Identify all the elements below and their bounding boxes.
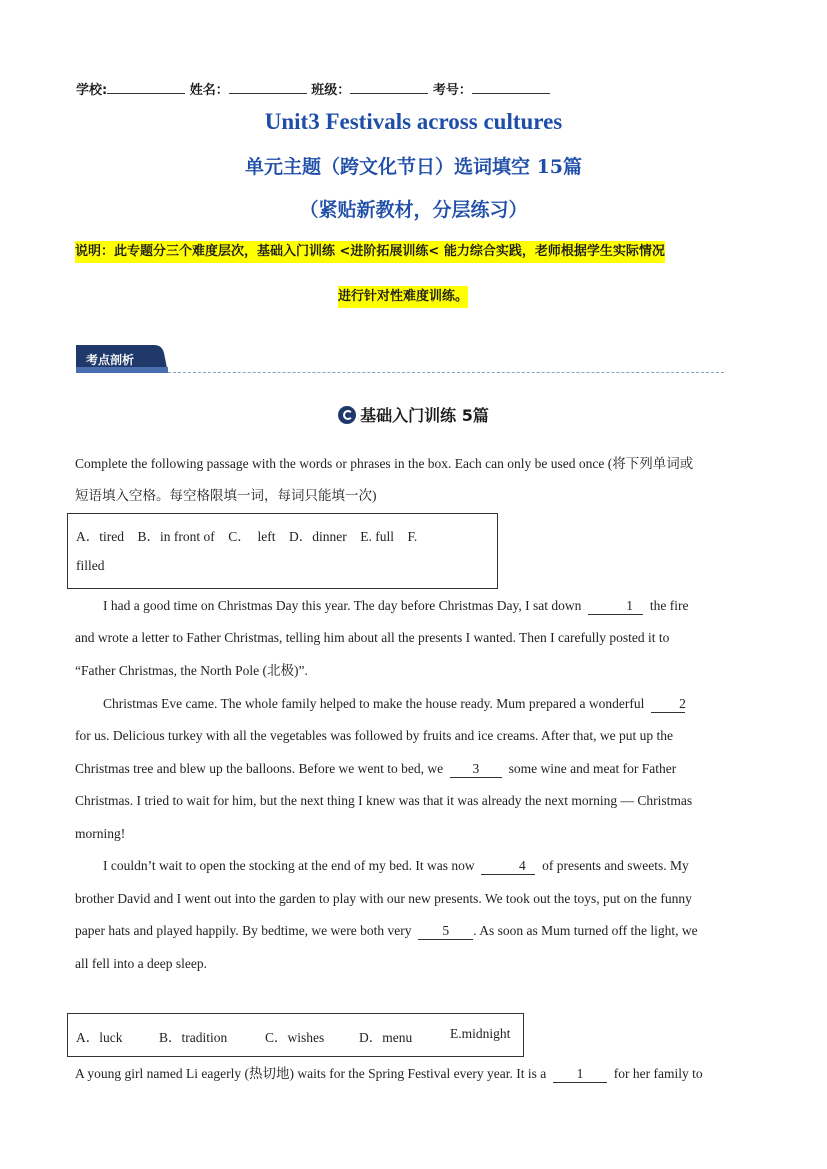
note-line-1: 说明：此专题分三个难度层次，基础入门训练 <进阶拓展训练< 能力综合实践，老师根据学生实际情况 [75,241,665,263]
page-subtitle: 单元主题（跨文化节日）选词填空 15篇 [244,156,583,178]
passage1-line-6 [75,753,751,786]
blank-5[interactable]: 5 [418,923,473,940]
section-badge-icon [338,406,356,424]
passage2-text: A young girl named Li eagerly (热切地) waits for the Spring Festival every year. It is a [75,1066,547,1081]
passage1-line-2: and wrote a letter to Father Christmas, telling him about all the presents I wanted. Then I carefully posted it to [75,630,670,645]
word-box-1-line-1: A．tired B．in front of C． left D．dinner E. full F. [76,529,418,544]
word-option-c: C．wishes [265,1030,325,1045]
note-line-2: 进行针对性难度训练。 [338,286,468,308]
class-field[interactable] [350,81,428,94]
passage1-line-3: “Father Christmas, the North Pole (北极)”. [75,663,308,678]
passage1-line-11 [75,915,751,948]
word-option-e: E.midnight [450,1026,511,1041]
page-title: Unit3 Festivals across cultures [264,109,563,134]
name-label: 姓名： [189,83,229,98]
passage1-text: paper hats and played happily. By bedtime, we were both very [75,923,412,938]
passage1-line-7: Christmas. I tried to wait for him, but the next thing I knew was that it was already the next morning — Christmas [75,793,693,808]
instructions-line-2: 短语填入空格。每空格限填一词，每词只能填一次) [75,488,377,503]
section-heading-text: 基础入门训练 5篇 [360,406,489,425]
passage1-text: Christmas tree and blew up the balloons. Before we went to bed, we [75,761,444,776]
passage1-text: the fire [649,598,689,613]
passage1-line-12: all fell into a deep sleep. [75,956,207,971]
school-field[interactable] [107,81,185,94]
passage2-text: for her family to [613,1066,703,1081]
word-box-2 [67,1013,524,1057]
exam-no-label: 考号： [432,83,472,98]
passage1-text: of presents and sweets. My [542,858,689,873]
passage1-text: some wine and meat for Father [508,761,677,776]
exam-no-field[interactable] [472,81,550,94]
passage2-blank-1[interactable]: 1 [553,1066,607,1083]
student-info-line [76,79,550,98]
passage1-text: Christmas Eve came. The whole family helped to make the house ready. Mum prepared a wonderful [103,696,645,711]
passage2-line-1 [75,1058,751,1091]
passage1-line-10: brother David and I went out into the garden to play with our new presents. We took out the toys, put on the funny [75,891,692,906]
passage1-line-1 [75,590,751,623]
passage1-line-4 [75,688,751,721]
blank-3[interactable]: 3 [450,761,502,778]
passage1-text: I had a good time on Christmas Day this year. The day before Christmas Day, I sat down [103,598,582,613]
word-box-1-line-2: filled [76,558,105,573]
class-label: 班级： [311,83,351,98]
passage1-text: I couldn’t wait to open the stocking at the end of my bed. It was now [103,858,475,873]
word-option-d: D．menu [359,1030,413,1045]
section-heading [0,403,827,426]
passage1-line-5: for us. Delicious turkey with all the vegetables was followed by fruits and ice creams. After that, we put up the [75,728,673,743]
blank-4[interactable]: 4 [481,858,535,875]
passage1-line-9 [75,850,751,883]
passage1-line-8: morning! [75,826,126,841]
page-subtitle-2: （紧贴新教材，分层练习） [299,199,528,221]
passage1-text: . As soon as Mum turned off the light, we [473,923,698,938]
divider [168,372,724,373]
word-option-a: A．luck [76,1030,123,1045]
word-box-1 [67,513,498,589]
word-option-b: B．tradition [159,1030,228,1045]
section-tag-label: 考点剖析 [86,353,135,367]
school-label: 学校: [76,83,108,98]
name-field[interactable] [229,81,307,94]
blank-1[interactable]: 1 [588,598,643,615]
blank-2[interactable]: 2 [651,696,685,713]
instructions-line-1: Complete the following passage with the words or phrases in the box. Each can only be used once (将下列单词或 [75,456,694,471]
